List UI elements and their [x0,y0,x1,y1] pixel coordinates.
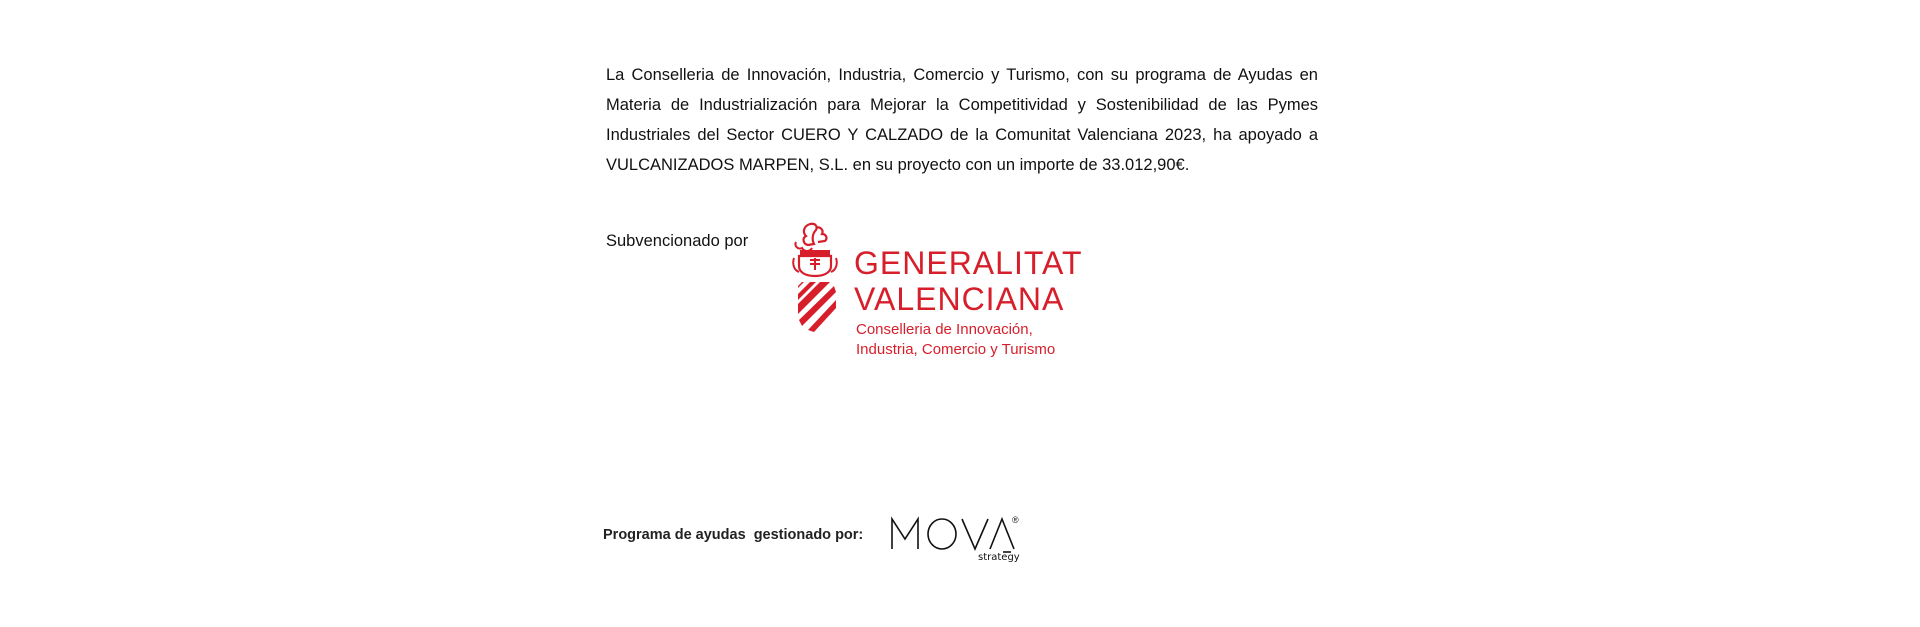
conselleria-name [856,320,1055,360]
mova-wordmark-icon [890,515,1020,555]
valencian-coat-of-arms-icon [790,220,848,335]
announcement-text: La Conselleria de Innovación, Industria, Comercio y Turismo, con su programa de Ayudas en Materia de Industrialización para Mejorar la Competitividad y Sostenibilidad de las Pymes Industriales del Sector CUERO Y CALZADO de la Comunitat Valenciana 2023, ha apoyado a VULCANIZADOS MARPEN, S.L. en su proyecto con un importe de 33.012,90€. [606,66,1318,174]
generalitat-name [854,245,1083,317]
mova-strategy-logo [890,515,1030,565]
generalitat-valenciana-logo [790,220,1090,360]
mova-tagline: strategy [978,552,1020,563]
managed-by-label: Programa de ayudas gestionado por: [603,527,864,543]
subsidized-by-label: Subvencionado por [606,232,749,250]
registered-mark: ® [1012,515,1019,525]
generalitat-name-line1: GENERALITAT [854,245,1083,281]
generalitat-name-line2: VALENCIANA [854,281,1065,317]
conselleria-name-line1: Conselleria de Innovación, [856,321,1033,338]
conselleria-name-line2: Industria, Comercio y Turismo [856,341,1056,358]
